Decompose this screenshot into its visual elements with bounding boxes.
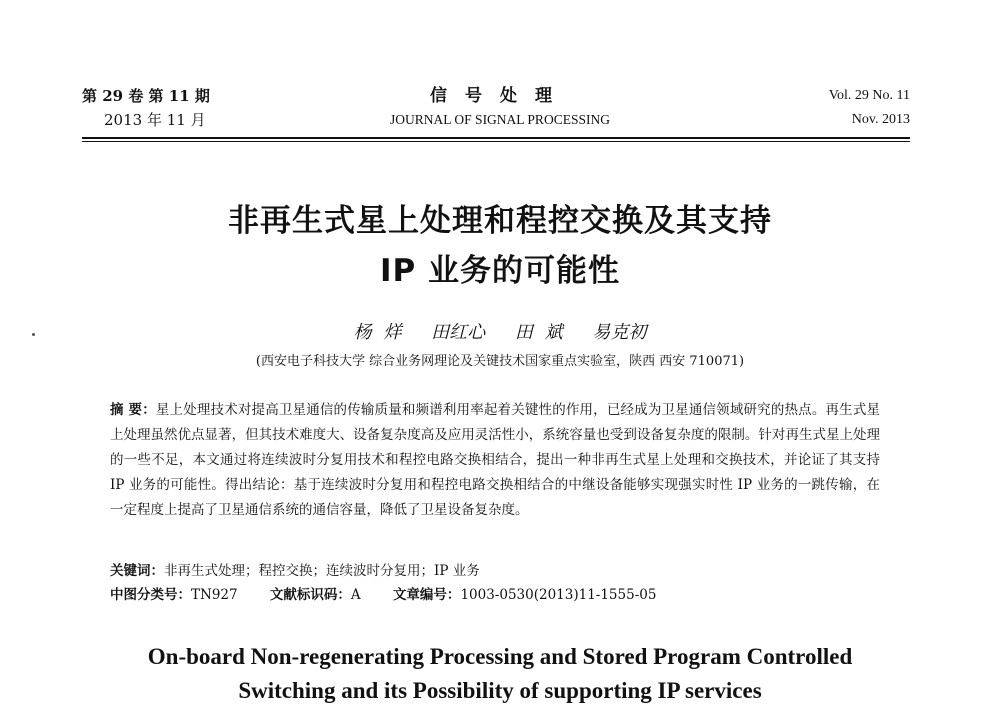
volume-issue-cn: 第 29 卷 第 11 期 — [82, 87, 210, 105]
journal-name-cn: 信号处理 — [430, 86, 570, 106]
abstract-label: 摘 要： — [110, 402, 156, 418]
keywords-label: 关键词： — [110, 563, 164, 579]
volume-issue-en: Vol. 29 No. 11 — [828, 88, 910, 103]
journal-name-en: JOURNAL OF SIGNAL PROCESSING — [390, 112, 610, 127]
header-center — [330, 84, 670, 132]
title-en-line-1: On-board Non-regenerating Processing and Stored Program Controlled — [147, 644, 853, 669]
paper-title-en — [80, 640, 920, 708]
article-value: 1003-0530(2013)11-1555-05 — [460, 587, 657, 603]
author-3: 田 斌 — [514, 322, 563, 343]
affiliation: (西安电子科技大学 综合业务网理论及关键技术国家重点实验室，陕西 西安 710071) — [255, 354, 745, 369]
author-4: 易克初 — [592, 322, 647, 343]
doc-label: 文献标识码： — [269, 587, 351, 603]
article-label: 文章编号： — [392, 587, 461, 603]
date-cn: 2013 年 11 月 — [104, 111, 206, 129]
document-code — [270, 587, 361, 603]
abstract-text: 星上处理技术对提高卫星通信的传输质量和频谱利用率起着关键性的作用，已经成为卫星通信领域研究的热点。再生式星上处理虽然优点显著，但其技术难度大、设备复杂度高及应用灵活性小，系统容量也受到设备复杂度的限制。针对再生式星上处理的一些不足，本文通过将连续波时分复用技术和程控电路交换相结合，提出一种非再生式星上处理和交换技术，并论证了其支持 IP 业务的可能性。得出结论：基于连续波时分复用和程控电路交换相结合的中继设备能够实现强实时性 IP 业务的一跳传输，在一定程度上提高了卫星通信系统的通信容量，降低了卫星设备复杂度。 — [110, 402, 881, 518]
abstract — [110, 398, 880, 523]
keywords-text: 非再生式处理；程控交换；连续波时分复用；IP 业务 — [164, 563, 480, 579]
doc-value: A — [350, 587, 361, 603]
scan-speck — [32, 333, 35, 336]
clc-label: 中图分类号： — [110, 587, 191, 603]
title-en-line-2: Switching and its Possibility of supporting IP services — [238, 678, 762, 703]
header-right — [829, 84, 910, 132]
paper-title-cn — [100, 196, 900, 296]
title-cn-line-1: 非再生式星上处理和程控交换及其支持 — [228, 203, 772, 239]
clc-value: TN927 — [191, 587, 238, 603]
article-number — [393, 587, 657, 603]
clc-number — [110, 587, 238, 603]
header-rule-thick — [82, 137, 910, 139]
classification-line — [110, 584, 880, 606]
header-left — [82, 84, 210, 132]
author-list — [100, 318, 900, 344]
header-rule-thin — [82, 141, 910, 142]
title-cn-line-2: IP 业务的可能性 — [379, 253, 621, 289]
author-2: 田红心 — [431, 322, 486, 343]
date-en: Nov. 2013 — [851, 112, 910, 127]
author-1: 杨 烊 — [353, 322, 402, 343]
keywords — [110, 560, 880, 582]
